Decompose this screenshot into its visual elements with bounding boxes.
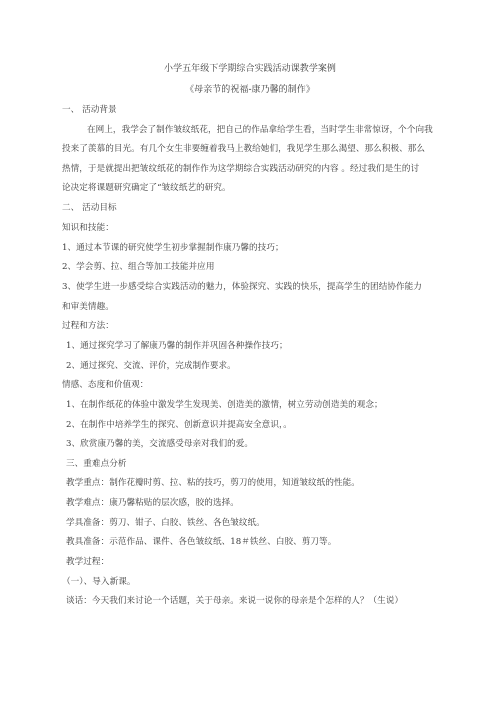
list-item: 1、通过探究学习了解康乃馨的制作并巩固各种操作技巧；	[66, 341, 288, 351]
subheading-emotion: 情感、态度和价值观：	[62, 380, 149, 390]
paragraph-line: 教学过程：	[66, 557, 110, 567]
list-item: 1、通过本节课的研究使学生初步掌握制作康乃馨的技巧；	[62, 243, 284, 253]
section-heading-background: 一、 活动背景	[62, 105, 117, 115]
paragraph-line: 学具准备：剪刀、钳子、白胶、铁丝、各色皱纹纸。	[66, 518, 265, 528]
section-heading-analysis: 三、重难点分析	[66, 459, 127, 469]
list-item: 2、通过探究、交流、评价，完成制作要求。	[66, 361, 236, 371]
list-item: 3、欣赏康乃馨的美，交流感受母亲对我们的爱。	[66, 439, 254, 449]
section-heading-goals: 二、 活动目标	[62, 203, 117, 213]
list-item: 3、使学生进一步感受综合实践活动的魅力，体验探究、实践的快乐，提高学生的团结协作能力	[62, 282, 422, 292]
paragraph-line: 教学难点：康乃馨粘贴的层次感，胶的选择。	[66, 498, 239, 508]
document-subtitle: 《母亲节的祝福-康乃馨的制作》	[185, 85, 315, 95]
subheading-knowledge: 知识和技能：	[62, 223, 114, 233]
paragraph-line: 投来了羡慕的目光。有几个女生非要缠着我马上教给她们，我见学生那么渴望、那么积极、那么	[62, 144, 426, 154]
list-item: 2、学会剪、拉、组合等加工技能并应用	[62, 262, 215, 272]
list-item: 1、在制作纸花的体验中激发学生发现美、创造美的激情，树立劳动创造美的观念；	[66, 400, 383, 410]
paragraph-line: 教具准备：示范作品、课件、各色皱纹纸、18＃铁丝、白胶、剪刀等。	[66, 537, 337, 547]
paragraph-line: （一）、导入新课。	[62, 577, 136, 587]
paragraph-line: 热情，于是就提出把皱纹纸花的制作作为这学期综合实践活动研究的内容 。经过我们是生的讨	[62, 164, 420, 174]
subheading-process: 过程和方法：	[62, 321, 114, 331]
list-item: 2、在制作中培养学生的探究、创新意识并提高安全意识，。	[66, 420, 292, 430]
paragraph-line: 教学重点：制作花瓣时剪、拉、粘的技巧，剪刀的使用，知道皱纹纸的性能。	[66, 478, 360, 488]
paragraph-line: 谈话：今天我们来讨论一个话题，关于母亲。来说一说你的母亲是个怎样的人？（生说）	[66, 596, 404, 606]
list-item-continuation: 和审美情趣。	[62, 302, 114, 312]
document-title: 小学五年级下学期综合实践活动课教学案例	[164, 64, 336, 74]
paragraph-line: 在网上，我学会了制作皱纹纸花，把自己的作品拿给学生看，当时学生非常惊讶，个个向我	[87, 125, 433, 135]
paragraph-line: 论决定将课题研究确定了“皱纹纸艺的研究。	[62, 183, 231, 193]
